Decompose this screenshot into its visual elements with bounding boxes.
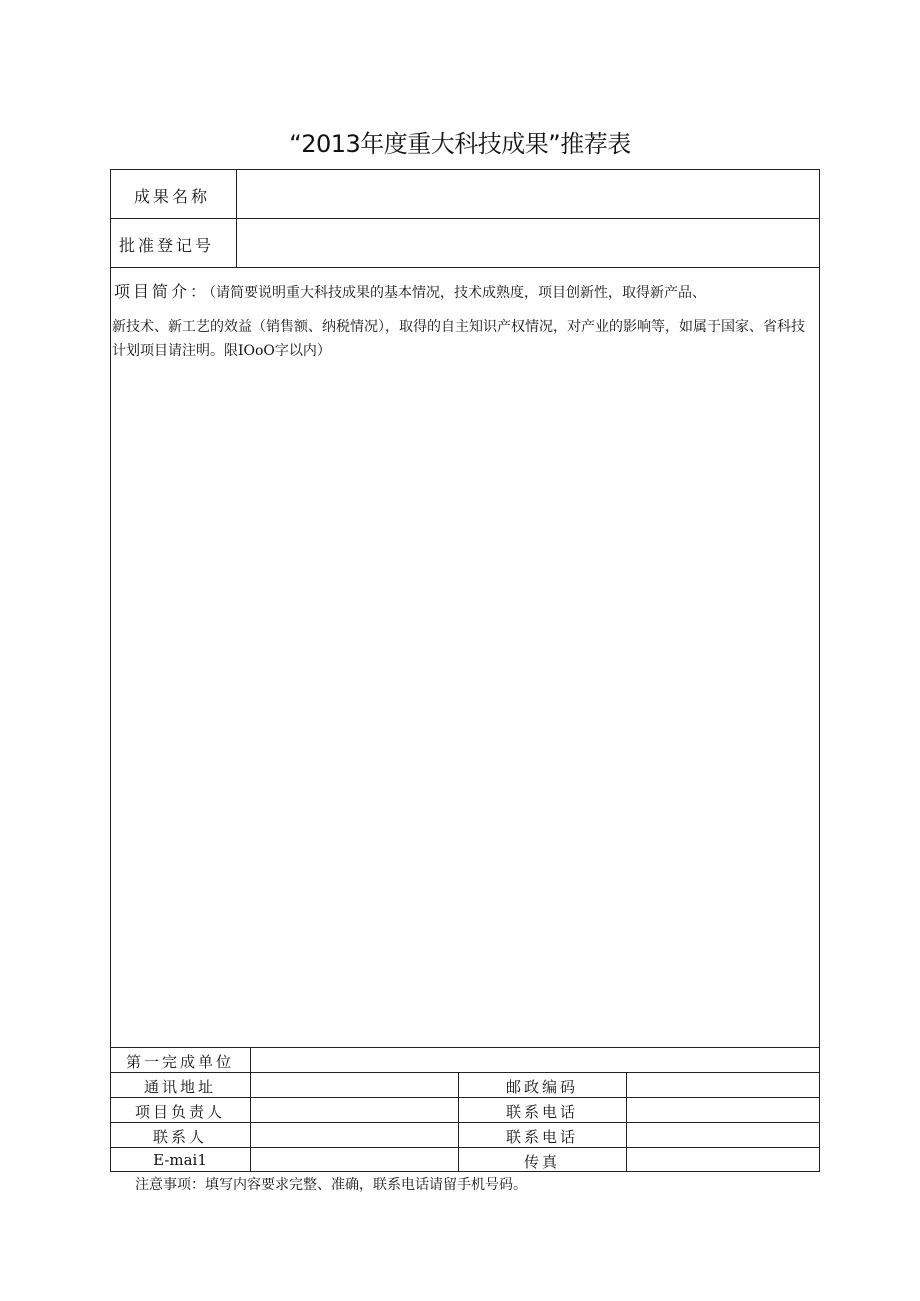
column-divider bbox=[626, 1072, 627, 1172]
project-intro-field[interactable] bbox=[112, 370, 818, 1045]
project-intro-instructions: （请简要说明重大科技成果的基本情况，技术成熟度，项目创新性，取得新产品、 bbox=[209, 285, 707, 301]
row-divider bbox=[110, 218, 820, 219]
row-divider bbox=[110, 1122, 820, 1123]
leader-phone-label: 联系电话 bbox=[505, 1103, 578, 1121]
column-divider bbox=[250, 1047, 251, 1172]
project-intro-instructions-continued: 新技术、新工艺的效益（销售额、纳税情况），取得的自主知识产权情况，对产业的影响等，如属于国家、省科技计划项目请注明。限IOoO字以内） bbox=[112, 319, 805, 359]
project-intro-heading-line bbox=[114, 282, 814, 303]
column-divider bbox=[236, 169, 237, 267]
form-note: 注意事项：填写内容要求完整、准确，联系电话请留手机号码。 bbox=[135, 1177, 527, 1193]
row-divider bbox=[110, 1147, 820, 1148]
contact-phone-label: 联系电话 bbox=[505, 1128, 578, 1146]
fax-label: 传真 bbox=[523, 1153, 560, 1171]
achievement-name-label: 成果名称 bbox=[134, 187, 211, 206]
project-leader-label: 项目负责人 bbox=[134, 1103, 225, 1121]
row-divider bbox=[110, 1047, 820, 1048]
email-label: E-mai1 bbox=[153, 1151, 207, 1169]
row-divider bbox=[110, 1072, 820, 1073]
first-unit-label: 第一完成单位 bbox=[125, 1053, 234, 1071]
page-title: “2013年度重大科技成果”推荐表 bbox=[289, 130, 631, 158]
address-label: 通讯地址 bbox=[143, 1078, 216, 1096]
contact-person-label: 联系人 bbox=[152, 1128, 207, 1146]
postal-code-label: 邮政编码 bbox=[505, 1078, 578, 1096]
row-divider bbox=[110, 1097, 820, 1098]
project-intro-heading: 项目简介： bbox=[114, 282, 210, 301]
approval-number-label: 批准登记号 bbox=[119, 236, 215, 255]
row-divider bbox=[110, 267, 820, 268]
